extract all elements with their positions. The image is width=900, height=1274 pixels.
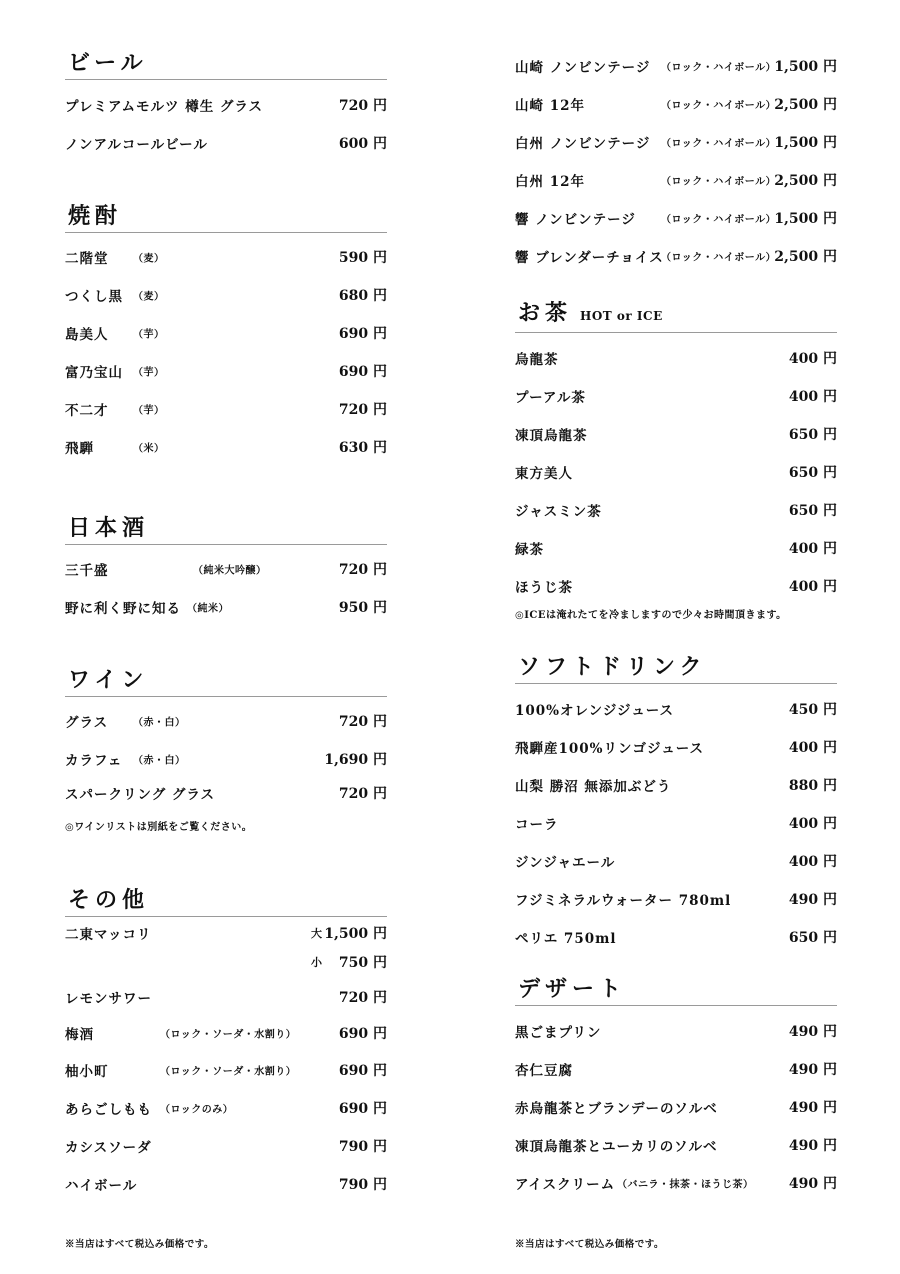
item-price: 650 円 xyxy=(788,427,837,443)
menu-item xyxy=(515,880,837,918)
beer-section xyxy=(65,50,387,162)
menu-item xyxy=(515,1164,837,1202)
item-price: 1,500 円 xyxy=(324,926,387,942)
item-price: 490 円 xyxy=(788,1100,837,1116)
item-price: 880 円 xyxy=(788,778,837,794)
item-price: 490 円 xyxy=(788,892,837,908)
menu-item xyxy=(65,949,387,975)
item-name: プレミアムモルツ 樽生 グラス xyxy=(65,99,264,115)
menu-item xyxy=(515,199,837,237)
item-name: 梅酒 xyxy=(65,1027,94,1043)
item-note: （赤・白） xyxy=(133,755,186,767)
menu-item xyxy=(515,377,837,415)
item-name: 白州 ノンビンテージ xyxy=(515,136,651,152)
item-price: 690 円 xyxy=(338,1026,387,1042)
item-price: 1,500 円 xyxy=(774,135,837,151)
item-name: 飛騨 xyxy=(65,441,94,457)
tea-section xyxy=(515,300,837,621)
menu-item xyxy=(515,453,837,491)
item-name: 東方美人 xyxy=(515,466,573,482)
item-price: 1,690 円 xyxy=(324,752,387,768)
item-name: レモンサワー xyxy=(65,991,152,1007)
item-price: 720 円 xyxy=(338,98,387,114)
menu-item xyxy=(65,86,387,124)
tea-note: ◎ICEは淹れたてを冷ましますので少々お時間頂きます。 xyxy=(515,610,787,621)
section-title-beer: ビール xyxy=(65,50,387,80)
menu-item xyxy=(515,766,837,804)
section-title-tea xyxy=(515,300,837,333)
section-title-sake: 日本酒 xyxy=(65,515,387,545)
menu-item xyxy=(515,491,837,529)
item-name: ノンアルコールビール xyxy=(65,137,208,153)
section-title-soft-drink: ソフトドリンク xyxy=(515,654,837,684)
item-name: 白州 12年 xyxy=(515,174,585,190)
item-price: 690 円 xyxy=(338,364,387,380)
item-name: 山崎 12年 xyxy=(515,98,585,114)
item-name: 飛騨産100%リンゴジュース xyxy=(515,741,705,757)
item-note: （ロック・ハイボール） xyxy=(661,100,777,112)
item-price: 490 円 xyxy=(788,1138,837,1154)
menu-item xyxy=(65,1051,387,1089)
menu-item xyxy=(65,550,387,588)
size-label: 大 xyxy=(311,927,322,940)
item-price: 1,500 円 xyxy=(774,59,837,75)
menu-item xyxy=(515,1088,837,1126)
dessert-section xyxy=(515,976,837,1202)
item-price: 600 円 xyxy=(338,136,387,152)
item-name: 黒ごまプリン xyxy=(515,1025,602,1041)
item-note: （純米大吟醸） xyxy=(193,565,267,577)
item-name: コーラ xyxy=(515,817,559,833)
tax-note-right: ※当店はすべて税込み価格です。 xyxy=(515,1239,665,1250)
item-name: あらごしもも xyxy=(65,1102,152,1118)
item-price: 690 円 xyxy=(338,1063,387,1079)
item-name: 100%オレンジジュース xyxy=(515,703,675,719)
item-name: プーアル茶 xyxy=(515,390,586,406)
item-note: （ロック・ハイボール） xyxy=(661,138,777,150)
menu-item xyxy=(65,1127,387,1165)
item-price: 2,500 円 xyxy=(774,173,837,189)
item-note: （芋） xyxy=(133,367,165,379)
menu-item xyxy=(515,529,837,567)
item-price: 790 円 xyxy=(338,1139,387,1155)
menu-item xyxy=(65,390,387,428)
item-price: 400 円 xyxy=(788,351,837,367)
menu-item xyxy=(515,1012,837,1050)
item-price: 720 円 xyxy=(338,402,387,418)
item-price: 400 円 xyxy=(788,740,837,756)
item-name: 野に利く野に知る xyxy=(65,601,181,617)
menu-item xyxy=(515,728,837,766)
item-name: 凍頂烏龍茶とユーカリのソルベ xyxy=(515,1139,718,1155)
menu-item xyxy=(515,85,837,123)
menu-item xyxy=(65,1015,387,1051)
item-note: （バニラ・抹茶・ほうじ茶） xyxy=(617,1179,754,1191)
item-name: 響 ブレンダーチョイス xyxy=(515,250,664,266)
item-note: （芋） xyxy=(133,329,165,341)
menu-item xyxy=(515,123,837,161)
item-price: 490 円 xyxy=(788,1176,837,1192)
item-price: 400 円 xyxy=(788,389,837,405)
item-name: 三千盛 xyxy=(65,563,109,579)
item-name: 二東マッコリ xyxy=(65,927,152,943)
item-price: 400 円 xyxy=(788,816,837,832)
section-title-others: その他 xyxy=(65,887,387,917)
item-name: 柚小町 xyxy=(65,1064,109,1080)
wine-section xyxy=(65,667,387,833)
item-price: 720 円 xyxy=(338,714,387,730)
menu-item xyxy=(515,804,837,842)
item-price: 690 円 xyxy=(338,1101,387,1117)
item-price: 400 円 xyxy=(788,579,837,595)
item-price: 2,500 円 xyxy=(774,249,837,265)
item-note: （ロック・ハイボール） xyxy=(661,252,777,264)
menu-item xyxy=(65,979,387,1015)
item-note: （ロック・ソーダ・水割り） xyxy=(160,1066,297,1078)
item-price: 720 円 xyxy=(338,562,387,578)
item-note: （芋） xyxy=(133,405,165,417)
item-name: アイスクリーム xyxy=(515,1177,616,1193)
menu-item xyxy=(65,276,387,314)
item-name: つくし黒 xyxy=(65,289,123,305)
item-price: 1,500 円 xyxy=(774,211,837,227)
item-price: 690 円 xyxy=(338,326,387,342)
item-price: 450 円 xyxy=(788,702,837,718)
section-title-dessert: デザート xyxy=(515,976,837,1006)
item-note: （ロック・ハイボール） xyxy=(661,214,777,226)
item-name: ペリエ 750ml xyxy=(515,931,617,947)
section-title-shochu: 焼酎 xyxy=(65,203,387,233)
item-name: 響 ノンビンテージ xyxy=(515,212,636,228)
menu-item xyxy=(65,778,387,808)
item-note: （麦） xyxy=(133,291,165,303)
menu-item xyxy=(515,161,837,199)
menu-item xyxy=(515,47,837,85)
menu-item xyxy=(65,588,387,626)
item-name: 赤烏龍茶とブランデーのソルベ xyxy=(515,1101,718,1117)
item-note: （米） xyxy=(133,443,165,455)
tax-note-left: ※当店はすべて税込み価格です。 xyxy=(65,1239,215,1250)
menu-item xyxy=(515,339,837,377)
item-name: 山崎 ノンビンテージ xyxy=(515,60,651,76)
menu-item xyxy=(515,842,837,880)
shochu-section xyxy=(65,203,387,466)
item-name: 烏龍茶 xyxy=(515,352,559,368)
item-note: （ロックのみ） xyxy=(160,1104,234,1116)
whisky-section xyxy=(515,47,837,275)
item-name: グラス xyxy=(65,715,109,731)
item-note: （純米） xyxy=(187,603,229,615)
item-price: 750 円 xyxy=(338,955,387,971)
item-price: 400 円 xyxy=(788,541,837,557)
item-price: 490 円 xyxy=(788,1062,837,1078)
item-note: （ロック・ソーダ・水割り） xyxy=(160,1029,297,1041)
menu-item xyxy=(65,917,387,949)
item-name: 不二才 xyxy=(65,403,109,419)
menu-item xyxy=(65,238,387,276)
item-name: ほうじ茶 xyxy=(515,580,573,596)
menu-item xyxy=(65,1165,387,1203)
item-name: 富乃宝山 xyxy=(65,365,123,381)
menu-item xyxy=(65,428,387,466)
item-name: 杏仁豆腐 xyxy=(515,1063,573,1079)
section-title-wine: ワイン xyxy=(65,667,387,697)
item-price: 630 円 xyxy=(338,440,387,456)
item-price: 2,500 円 xyxy=(774,97,837,113)
item-name: 凍頂烏龍茶 xyxy=(515,428,588,444)
menu-item xyxy=(515,567,837,605)
item-price: 650 円 xyxy=(788,465,837,481)
item-note: （赤・白） xyxy=(133,717,186,729)
item-note: （ロック・ハイボール） xyxy=(661,62,777,74)
menu-item xyxy=(65,740,387,778)
tea-title: お茶 xyxy=(518,300,573,326)
item-name: フジミネラルウォーター 780ml xyxy=(515,893,732,909)
item-note: （麦） xyxy=(133,253,165,265)
item-name: カシスソーダ xyxy=(65,1140,152,1156)
sake-section xyxy=(65,515,387,626)
menu-item xyxy=(65,314,387,352)
item-name: 二階堂 xyxy=(65,251,109,267)
others-section xyxy=(65,887,387,1203)
item-price: 720 円 xyxy=(338,786,387,802)
item-name: ジャスミン茶 xyxy=(515,504,602,520)
item-price: 590 円 xyxy=(338,250,387,266)
menu-item xyxy=(65,352,387,390)
menu-item xyxy=(65,1089,387,1127)
item-price: 490 円 xyxy=(788,1024,837,1040)
item-price: 680 円 xyxy=(338,288,387,304)
menu-item xyxy=(515,1126,837,1164)
item-name: 緑茶 xyxy=(515,542,544,558)
item-note: （ロック・ハイボール） xyxy=(661,176,777,188)
wine-note: ◎ワインリストは別紙をご覧ください。 xyxy=(65,822,253,833)
soft-drink-section xyxy=(515,654,837,956)
menu-item xyxy=(515,237,837,275)
item-name: カラフェ xyxy=(65,753,123,769)
size-label: 小 xyxy=(311,956,322,969)
menu-item xyxy=(515,690,837,728)
item-name: 島美人 xyxy=(65,327,109,343)
menu-item xyxy=(65,124,387,162)
item-price: 400 円 xyxy=(788,854,837,870)
item-price: 650 円 xyxy=(788,503,837,519)
item-name: スパークリング グラス xyxy=(65,787,216,803)
item-price: 950 円 xyxy=(338,600,387,616)
tea-subtitle: HOT or ICE xyxy=(580,309,663,323)
item-name: ジンジャエール xyxy=(515,855,616,871)
item-name: ハイボール xyxy=(65,1178,138,1194)
menu-item xyxy=(515,415,837,453)
item-price: 650 円 xyxy=(788,930,837,946)
menu-item xyxy=(65,702,387,740)
menu-item xyxy=(515,918,837,956)
item-name: 山梨 勝沼 無添加ぶどう xyxy=(515,779,672,795)
menu-item xyxy=(515,1050,837,1088)
item-price: 720 円 xyxy=(338,990,387,1006)
item-price: 790 円 xyxy=(338,1177,387,1193)
